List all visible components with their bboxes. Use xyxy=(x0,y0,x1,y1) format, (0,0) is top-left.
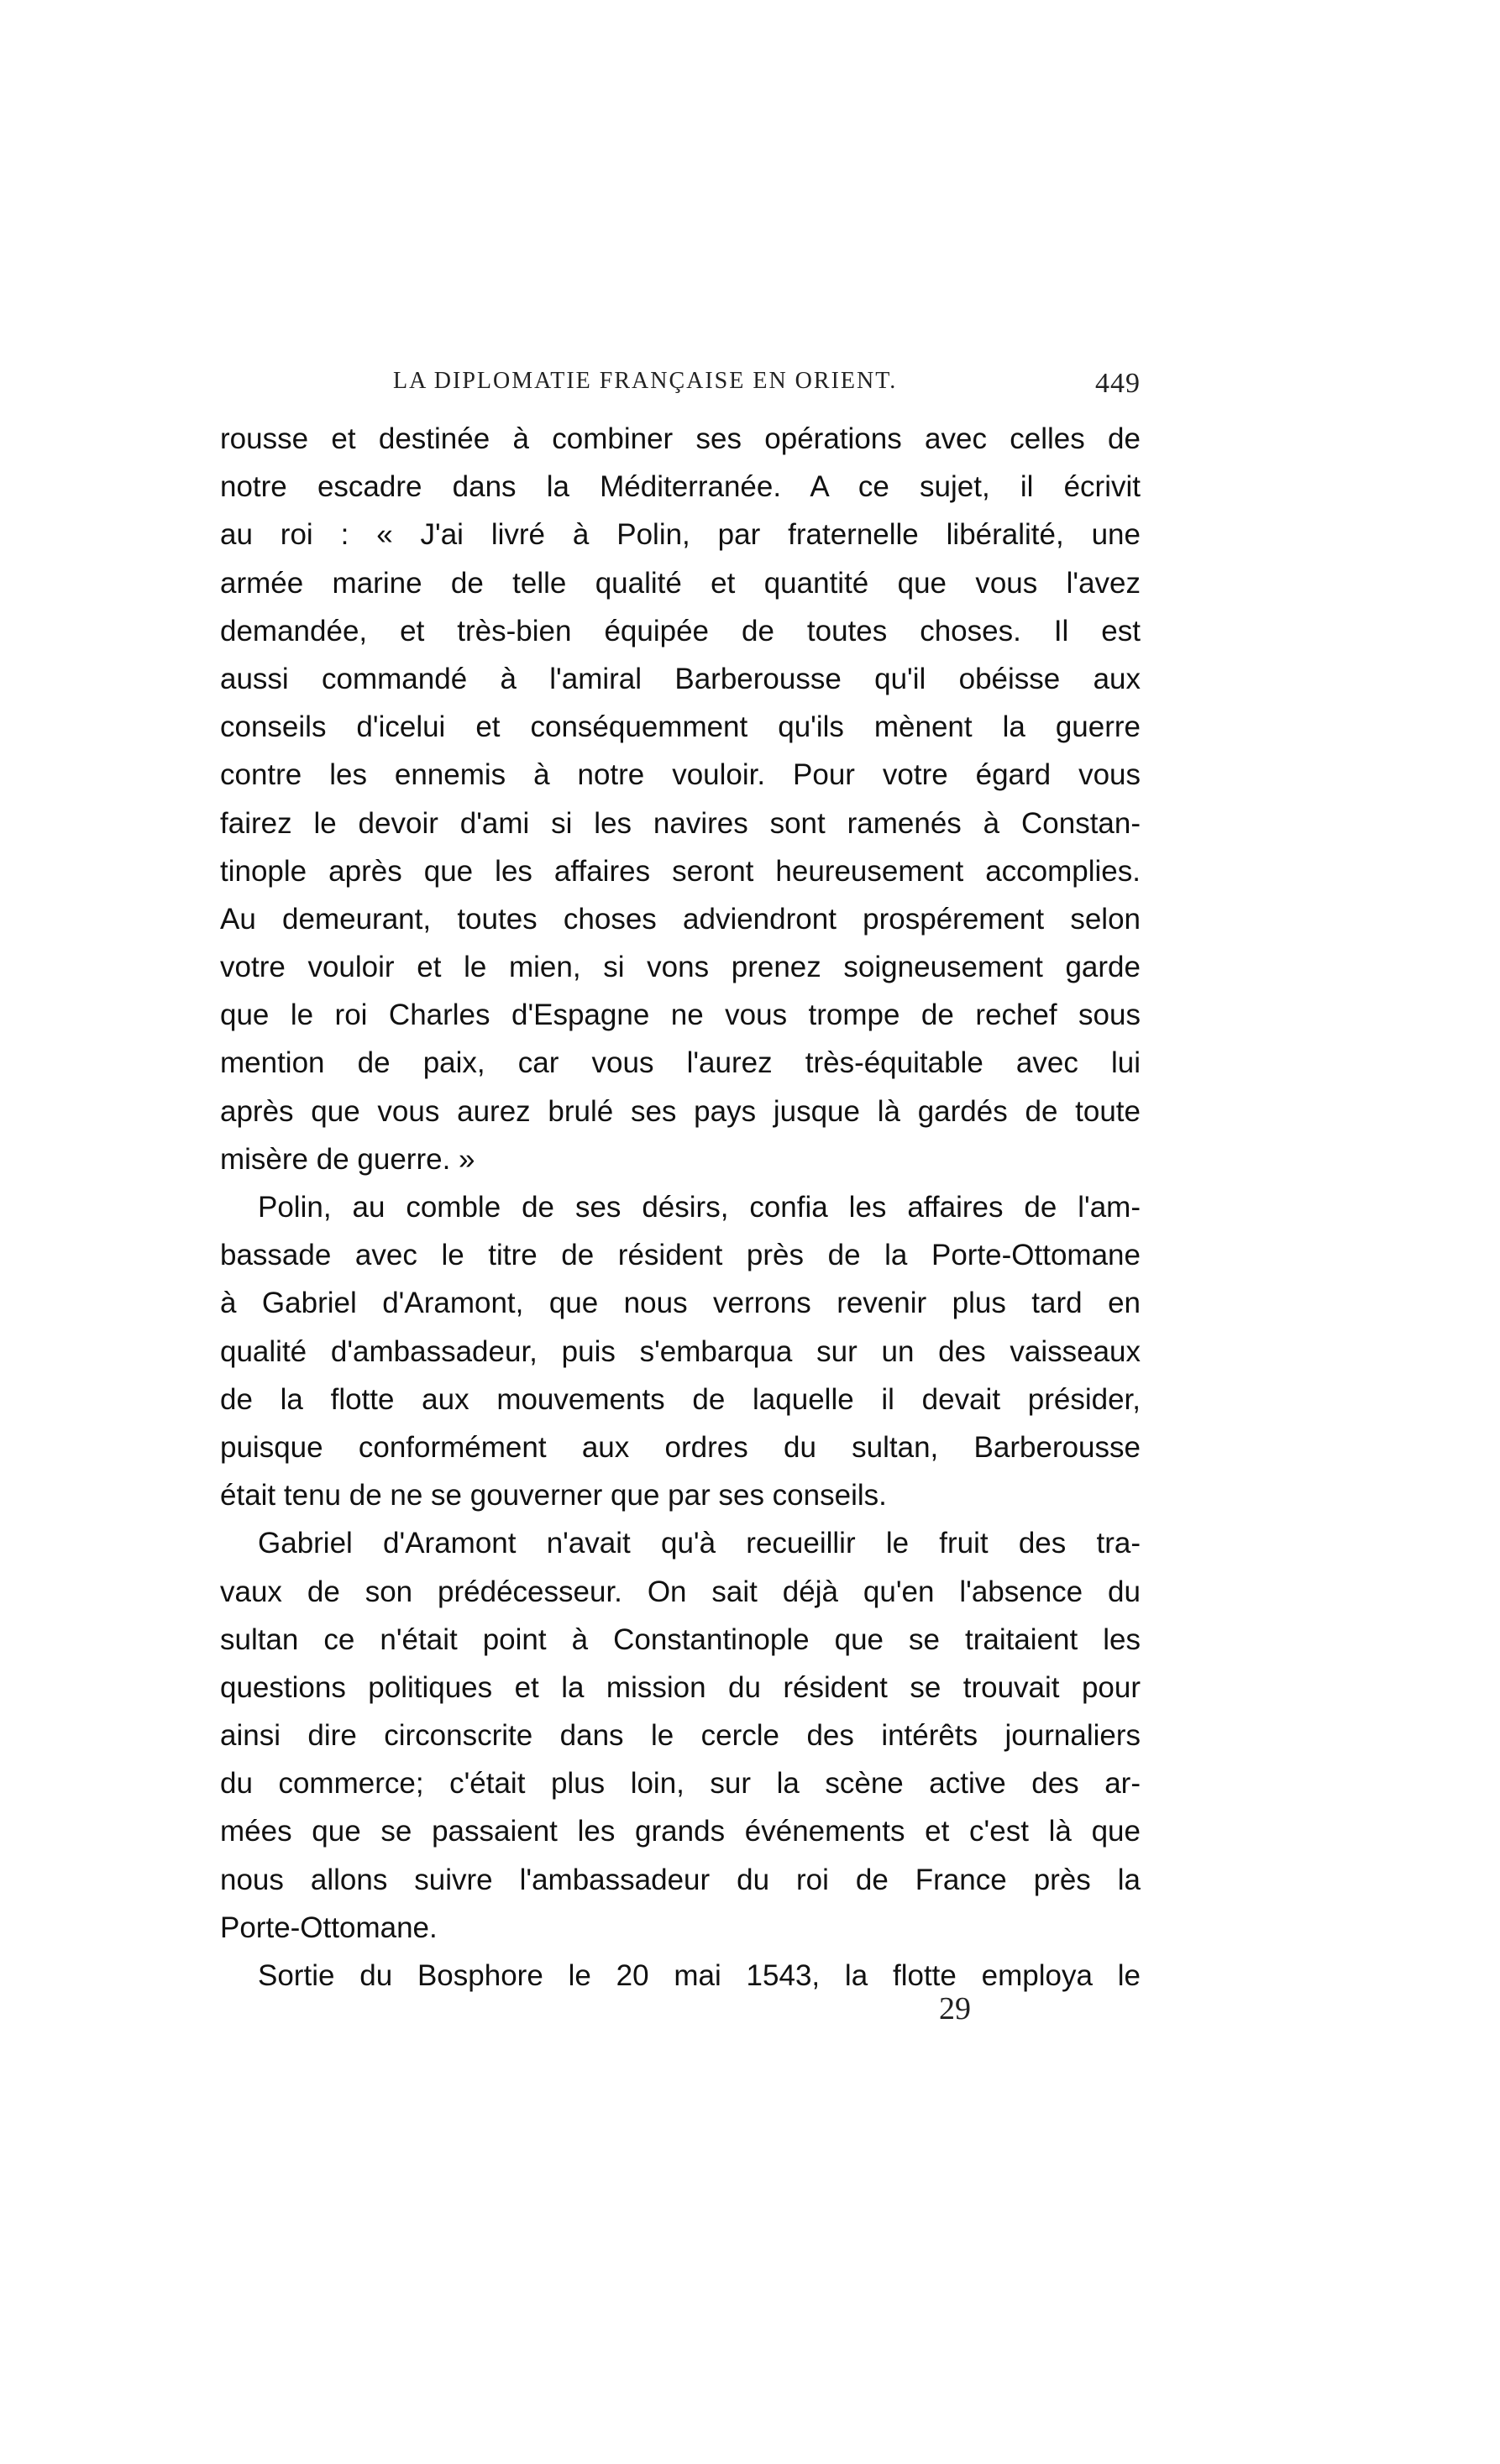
text-line: tinople après que les affaires seront heureusement accomplies. xyxy=(220,854,1141,888)
text-line: questions politiques et la mission du résident se trouvait pour xyxy=(220,1670,1141,1704)
text-line: Sortie du Bosphore le 20 mai 1543, la flotte employa le xyxy=(258,1959,1141,1992)
text-line: Porte-Ottomane. xyxy=(220,1911,438,1944)
text-line: Gabriel d'Aramont n'avait qu'à recueillir le fruit des tra- xyxy=(258,1527,1141,1560)
text-line: nous allons suivre l'ambassadeur du roi de France près la xyxy=(220,1863,1141,1896)
text-line: de la flotte aux mouvements de laquelle il devait présider, xyxy=(220,1382,1141,1416)
text-line: mention de paix, car vous l'aurez très-équitable avec lui xyxy=(220,1046,1141,1080)
text-line: était tenu de ne se gouverner que par ses conseils. xyxy=(220,1479,887,1512)
text-line: mées que se passaient les grands événements et c'est là que xyxy=(220,1815,1141,1848)
text-line: du commerce; c'était plus loin, sur la scène active des ar- xyxy=(220,1767,1141,1801)
text-line: misère de guerre. » xyxy=(220,1142,475,1176)
text-line: conseils d'icelui et conséquemment qu'ils mènent la guerre xyxy=(220,710,1141,744)
text-line: votre vouloir et le mien, si vons prenez soigneusement garde xyxy=(220,951,1141,984)
text-line: puisque conformément aux ordres du sultan, Barberousse xyxy=(220,1430,1141,1464)
text-line: notre escadre dans la Méditerranée. A ce sujet, il écrivit xyxy=(220,470,1141,504)
text-line: que le roi Charles d'Espagne ne vous trompe de rechef sous xyxy=(220,999,1141,1032)
signature-mark: 29 xyxy=(939,1991,971,2026)
text-line: au roi : « J'ai livré à Polin, par fraternelle libéralité, une xyxy=(220,518,1141,552)
text-line: demandée, et très-bien équipée de toutes choses. Il est xyxy=(220,614,1141,647)
text-line: ainsi dire circonscrite dans le cercle des intérêts journaliers xyxy=(220,1719,1141,1753)
text-line: vaux de son prédécesseur. On sait déjà qu'en l'absence du xyxy=(220,1575,1141,1608)
body-text xyxy=(220,415,1141,2000)
text-line: bassade avec le titre de résident près de la Porte-Ottomane xyxy=(220,1239,1141,1272)
text-line: armée marine de telle qualité et quantité que vous l'avez xyxy=(220,566,1141,600)
text-line: à Gabriel d'Aramont, que nous verrons revenir plus tard en xyxy=(220,1287,1141,1320)
text-line: qualité d'ambassadeur, puis s'embarqua sur un des vaisseaux xyxy=(220,1334,1141,1368)
text-line: aussi commandé à l'amiral Barberousse qu'il obéisse aux xyxy=(220,662,1141,695)
text-line: après que vous aurez brulé ses pays jusque là gardés de toute xyxy=(220,1094,1141,1128)
text-line: fairez le devoir d'ami si les navires sont ramenés à Constan- xyxy=(220,806,1141,840)
text-line: rousse et destinée à combiner ses opérations avec celles de xyxy=(220,422,1141,455)
text-line: Polin, au comble de ses désirs, confia les affaires de l'am- xyxy=(258,1191,1141,1224)
text-line: Au demeurant, toutes choses adviendront prospérement selon xyxy=(220,902,1141,936)
running-head xyxy=(393,368,1141,410)
text-line: contre les ennemis à notre vouloir. Pour votre égard vous xyxy=(220,758,1141,792)
text-line: sultan ce n'était point à Constantinople que se traitaient les xyxy=(220,1623,1141,1656)
running-title: LA DIPLOMATIE FRANÇAISE EN ORIENT. xyxy=(393,368,898,394)
page-number: 449 xyxy=(1095,368,1141,399)
